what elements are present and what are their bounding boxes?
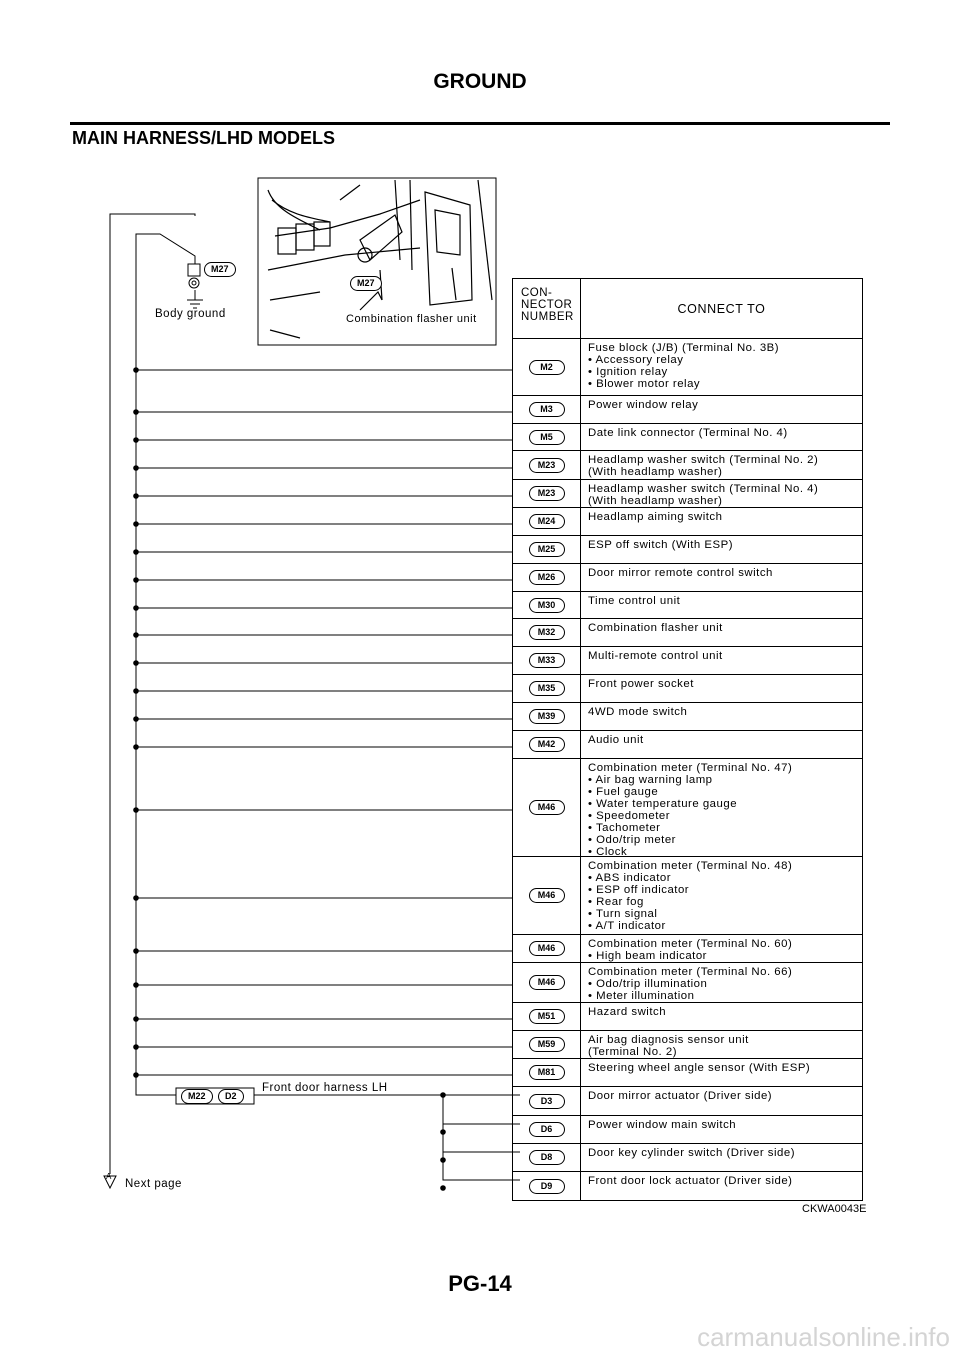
connect-to-line: Front power socket: [588, 678, 694, 690]
ground-connector-m27: M27: [204, 262, 236, 277]
connect-to-line: Headlamp washer switch (Terminal No. 2): [588, 454, 819, 466]
connector-badge: M51: [529, 1009, 565, 1024]
harness-label: Front door harness LH: [262, 1082, 388, 1094]
connector-badge: M81: [529, 1065, 565, 1080]
connect-to-line: • Speedometer: [588, 810, 671, 822]
connector-badge: M26: [529, 570, 565, 585]
connect-to-cell: [581, 564, 862, 591]
connector-cell: [513, 396, 581, 423]
connector-badge: D9: [529, 1179, 565, 1194]
connector-badge: M39: [529, 709, 565, 724]
connector-cell: [513, 963, 581, 1002]
connect-to-cell: [581, 592, 862, 618]
connector-badge: M46: [529, 941, 565, 956]
splice-dot: [133, 1044, 139, 1050]
connect-to-line: • Turn signal: [588, 908, 658, 920]
ground-label: Body ground: [155, 308, 226, 320]
splice-dot: [440, 1092, 446, 1098]
connect-to-line: • Rear fog: [588, 896, 644, 908]
connect-to-cell: [581, 703, 862, 730]
table-row: [513, 564, 862, 592]
connect-to-line: Headlamp aiming switch: [588, 511, 723, 523]
connect-to-line: Door mirror actuator (Driver side): [588, 1090, 773, 1102]
connector-badge: M24: [529, 514, 565, 529]
connector-table: [512, 278, 863, 1201]
figure-code: CKWA0043E: [802, 1203, 867, 1215]
connect-to-line: • Fuel gauge: [588, 786, 659, 798]
harness-connector-m22: M22: [181, 1089, 213, 1104]
connector-cell: [513, 480, 581, 507]
connector-badge: M23: [529, 458, 565, 473]
connect-to-line: Headlamp washer switch (Terminal No. 4): [588, 483, 819, 495]
connect-to-line: Hazard switch: [588, 1006, 667, 1018]
connect-to-line: • Tachometer: [588, 822, 661, 834]
splice-dot: [133, 660, 139, 666]
branch-lines: [133, 367, 512, 1191]
table-row: [513, 703, 862, 731]
connect-to-cell: [581, 1003, 862, 1030]
splice-dot: [133, 465, 139, 471]
connect-to-line: • Odo/trip meter: [588, 834, 676, 846]
connect-to-line: • Meter illumination: [588, 990, 695, 1002]
splice-dot: [133, 549, 139, 555]
splice-dot: [133, 744, 139, 750]
header-number-line: CON-: [521, 287, 553, 299]
connect-to-line: • Water temperature gauge: [588, 798, 738, 810]
splice-dot: [133, 521, 139, 527]
connector-badge: M46: [529, 800, 565, 815]
connector-badge: M32: [529, 625, 565, 640]
connect-to-cell: [581, 759, 862, 856]
connect-to-line: Date link connector (Terminal No. 4): [588, 427, 788, 439]
connect-to-line: • Accessory relay: [588, 354, 684, 366]
connector-cell: [513, 857, 581, 934]
splice-dot: [133, 409, 139, 415]
splice-dot: [133, 632, 139, 638]
connector-badge: M46: [529, 888, 565, 903]
page-number: PG-14: [448, 1271, 512, 1296]
connect-to-line: Combination flasher unit: [588, 622, 723, 634]
connect-to-line: (With headlamp washer): [588, 495, 723, 507]
connector-badge: M25: [529, 542, 565, 557]
photo-connector-m27: M27: [350, 276, 382, 291]
connect-to-line: • Clock: [588, 846, 628, 858]
connect-to-cell: [581, 963, 862, 1002]
connect-to-line: Multi-remote control unit: [588, 650, 723, 662]
table-row: [513, 1172, 862, 1200]
connector-badge: M33: [529, 653, 565, 668]
table-row: [513, 1116, 862, 1144]
connect-to-cell: [581, 536, 862, 563]
connector-badge: M2: [529, 360, 565, 375]
splice-dot: [133, 688, 139, 694]
connector-cell: [513, 1144, 581, 1171]
connector-cell: [513, 619, 581, 646]
connector-cell: [513, 675, 581, 702]
connector-cell: [513, 592, 581, 618]
splice-dot: [133, 807, 139, 813]
connect-to-cell: [581, 424, 862, 450]
connect-to-cell: [581, 857, 862, 934]
splice-dot: [133, 948, 139, 954]
connector-cell: [513, 1059, 581, 1086]
connector-badge: M35: [529, 681, 565, 696]
connect-to-cell: [581, 619, 862, 646]
connector-cell: [513, 451, 581, 479]
connector-cell: [513, 647, 581, 674]
connect-to-cell: [581, 675, 862, 702]
connector-cell: [513, 759, 581, 856]
connect-to-cell: [581, 647, 862, 674]
table-row: [513, 1059, 862, 1087]
connect-to-line: Steering wheel angle sensor (With ESP): [588, 1062, 811, 1074]
splice-dot: [133, 1016, 139, 1022]
header-number-line: NECTOR: [521, 299, 573, 311]
connect-to-line: Combination meter (Terminal No. 66): [588, 966, 793, 978]
connect-to-line: Audio unit: [588, 734, 644, 746]
splice-dot: [440, 1157, 446, 1163]
connector-cell: [513, 1087, 581, 1115]
harness-connector-d2: D2: [218, 1089, 244, 1104]
connect-to-line: Power window relay: [588, 399, 699, 411]
splice-dot: [133, 493, 139, 499]
table-row: [513, 647, 862, 675]
table-row: [513, 1087, 862, 1116]
connect-to-cell: [581, 1144, 862, 1171]
connect-to-cell: [581, 1172, 862, 1200]
connect-to-line: Door mirror remote control switch: [588, 567, 773, 579]
section-title: MAIN HARNESS/LHD MODELS: [72, 128, 336, 148]
table-row: [513, 935, 862, 963]
table-row: [513, 1003, 862, 1031]
connector-cell: [513, 564, 581, 591]
connect-to-cell: [581, 1087, 862, 1115]
table-row: [513, 480, 862, 508]
splice-dot: [133, 605, 139, 611]
connect-to-cell: [581, 396, 862, 423]
connect-to-cell: [581, 1031, 862, 1058]
table-row: [513, 675, 862, 703]
splice-dot: [133, 577, 139, 583]
table-row: [513, 451, 862, 480]
connect-to-line: • A/T indicator: [588, 920, 666, 932]
connect-to-line: Air bag diagnosis sensor unit: [588, 1034, 749, 1046]
table-row: [513, 536, 862, 564]
connector-cell: [513, 703, 581, 730]
connect-to-line: • Ignition relay: [588, 366, 668, 378]
connector-badge: M42: [529, 737, 565, 752]
connector-badge: D3: [529, 1094, 565, 1109]
table-row: [513, 592, 862, 619]
connect-to-cell: [581, 480, 862, 507]
splice-dot: [133, 982, 139, 988]
connect-to-line: Door key cylinder switch (Driver side): [588, 1147, 795, 1159]
connector-cell: [513, 536, 581, 563]
connect-to-line: • Odo/trip illumination: [588, 978, 708, 990]
next-page-label: Next page: [125, 1178, 182, 1190]
connect-to-line: • ESP off indicator: [588, 884, 690, 896]
splice-dot: [133, 367, 139, 373]
connector-badge: M59: [529, 1037, 565, 1052]
connect-to-line: Power window main switch: [588, 1119, 737, 1131]
connector-cell: [513, 424, 581, 450]
connector-badge: M23: [529, 486, 565, 501]
connect-to-cell: [581, 935, 862, 962]
connector-badge: D8: [529, 1150, 565, 1165]
connector-badge: M46: [529, 975, 565, 990]
header-connector-number: [513, 279, 581, 338]
connect-to-line: • Blower motor relay: [588, 378, 701, 390]
connect-to-cell: [581, 1116, 862, 1143]
table-row: [513, 1144, 862, 1172]
connector-badge: M30: [529, 598, 565, 613]
photo-caption: Combination flasher unit: [346, 313, 477, 325]
connector-badge: D6: [529, 1122, 565, 1137]
connect-to-line: 4WD mode switch: [588, 706, 688, 718]
connect-to-cell: [581, 508, 862, 535]
connect-to-line: Front door lock actuator (Driver side): [588, 1175, 793, 1187]
connector-cell: [513, 1031, 581, 1058]
connect-to-cell: [581, 731, 862, 758]
connector-cell: [513, 1172, 581, 1200]
ground-tree: [110, 214, 520, 1180]
header-number-line: NUMBER: [521, 311, 574, 323]
table-body: [513, 339, 862, 1200]
connect-to-line: (Terminal No. 2): [588, 1046, 678, 1058]
connect-to-line: Combination meter (Terminal No. 60): [588, 938, 793, 950]
connect-to-cell: [581, 1059, 862, 1086]
splice-dot: [440, 1185, 446, 1191]
connector-cell: [513, 935, 581, 962]
watermark: carmanualsonline.info: [697, 1322, 950, 1352]
connector-cell: [513, 731, 581, 758]
splice-dot: [133, 895, 139, 901]
table-row: [513, 759, 862, 857]
splice-dot: [133, 1072, 139, 1078]
table-row: [513, 396, 862, 424]
connect-to-cell: [581, 339, 862, 395]
connect-to-line: Combination meter (Terminal No. 47): [588, 762, 793, 774]
connect-to-line: Fuse block (J/B) (Terminal No. 3B): [588, 342, 780, 354]
table-row: [513, 424, 862, 451]
connector-badge: M5: [529, 430, 565, 445]
connect-to-line: (With headlamp washer): [588, 466, 723, 478]
connector-cell: [513, 1003, 581, 1030]
table-row: [513, 619, 862, 647]
next-page-marker-letter: A: [106, 1172, 112, 1181]
connect-to-line: Combination meter (Terminal No. 48): [588, 860, 793, 872]
table-header: [513, 279, 862, 339]
splice-dot: [133, 716, 139, 722]
connector-cell: [513, 508, 581, 535]
table-row: [513, 339, 862, 396]
connect-to-line: Time control unit: [588, 595, 681, 607]
connect-to-line: • Air bag warning lamp: [588, 774, 713, 786]
splice-dot: [440, 1129, 446, 1135]
header-connect-to: CONNECT TO: [677, 301, 766, 316]
connector-cell: [513, 1116, 581, 1143]
connect-to-line: • ABS indicator: [588, 872, 672, 884]
connect-to-cell: [581, 451, 862, 479]
table-row: [513, 508, 862, 536]
splice-dot: [133, 437, 139, 443]
connector-cell: [513, 339, 581, 395]
connector-badge: M3: [529, 402, 565, 417]
table-row: [513, 1031, 862, 1059]
connect-to-line: ESP off switch (With ESP): [588, 539, 734, 551]
connect-to-line: • High beam indicator: [588, 950, 707, 962]
table-row: [513, 857, 862, 935]
page-header: GROUND: [433, 70, 527, 93]
table-row: [513, 963, 862, 1003]
table-row: [513, 731, 862, 759]
